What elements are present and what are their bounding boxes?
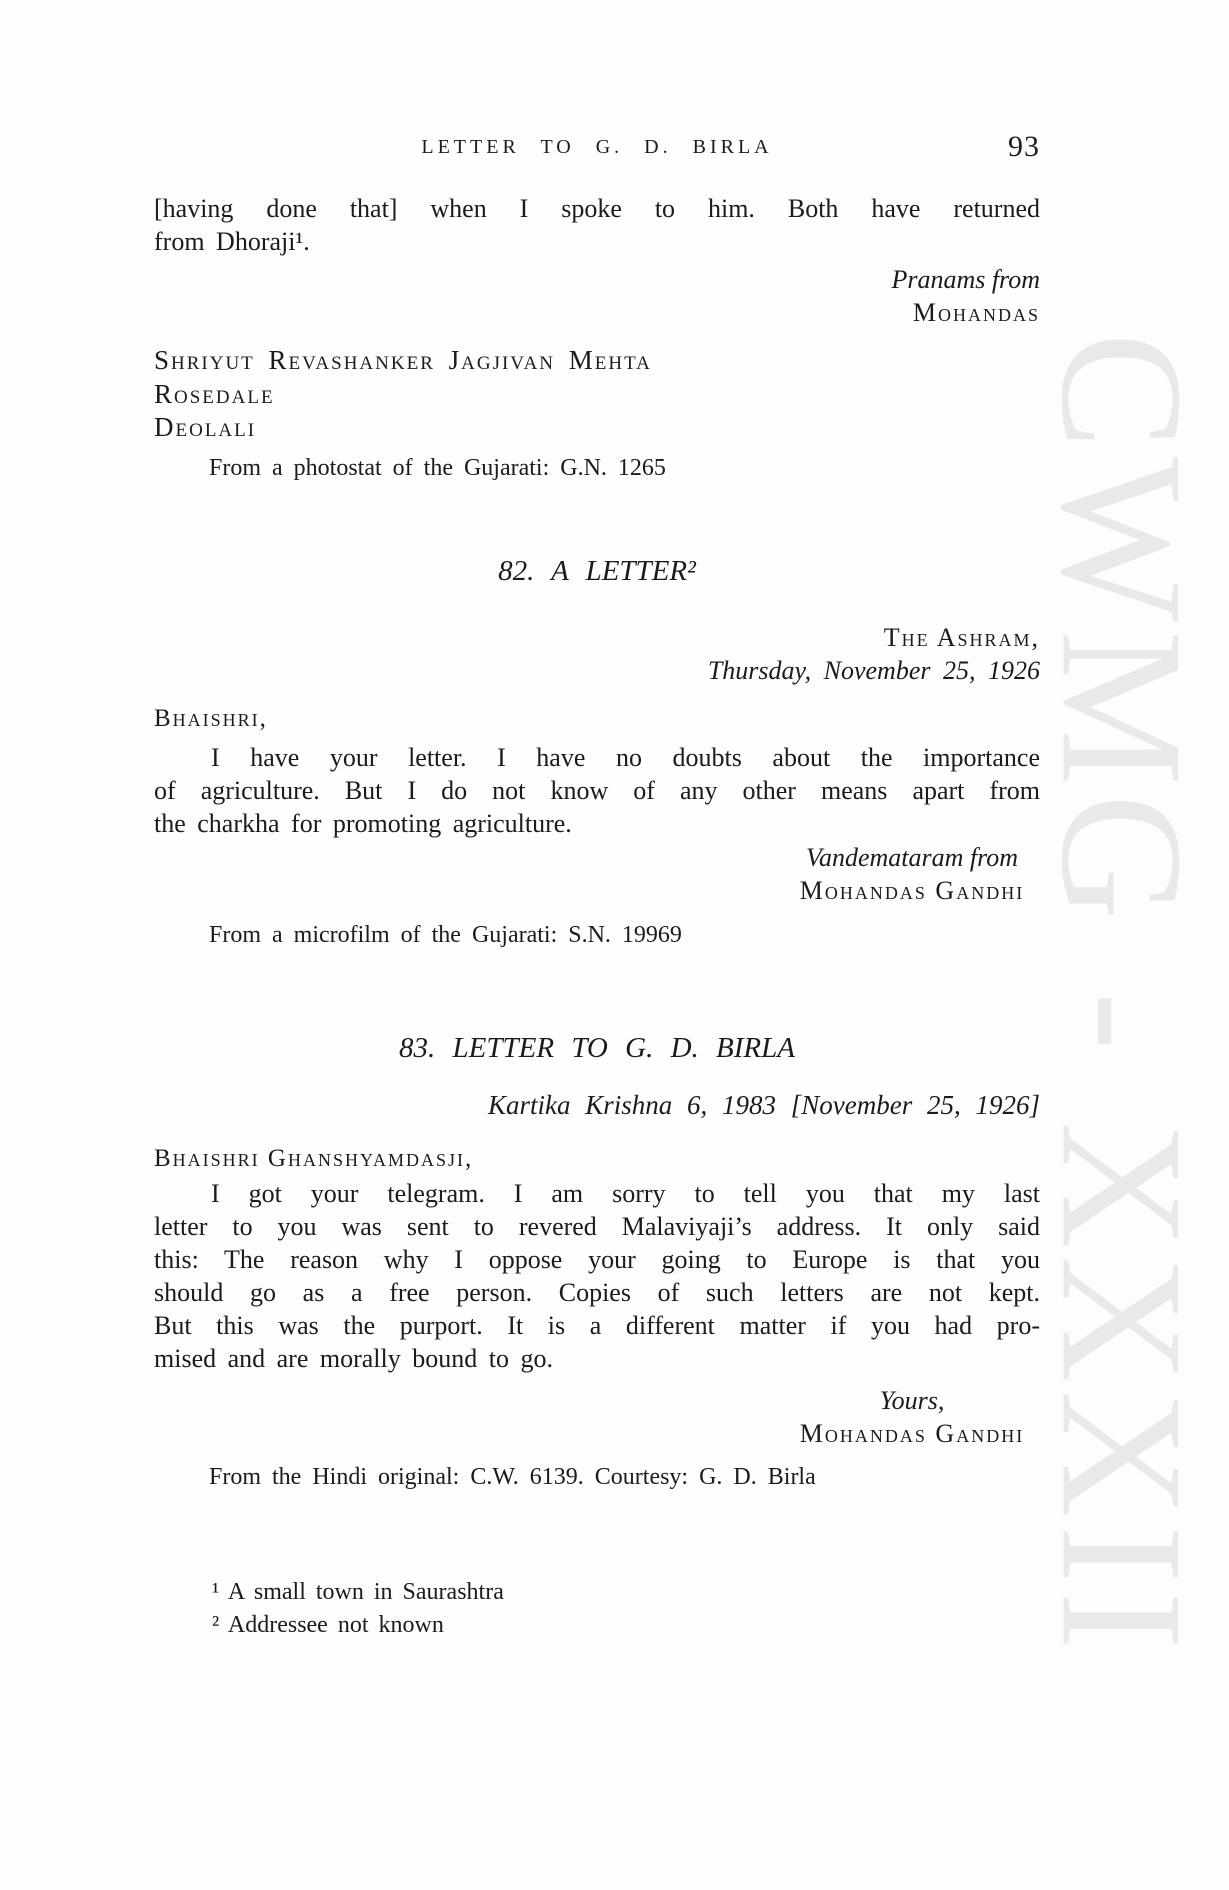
letter-82-body — [154, 741, 1040, 840]
paragraph-line: [having done that] when I spoke to him. Both have returned — [154, 194, 1040, 223]
intro-signoff — [154, 263, 1040, 329]
dateline-block-82 — [154, 621, 1040, 687]
paragraph-line: should go as a free person. Copies of such letters are not kept. — [154, 1278, 1040, 1307]
letter-82-signoff — [781, 841, 1043, 907]
salutation-83: Bhaishri Ghanshyamdasji, — [154, 1145, 474, 1172]
footnote: ² Addressee not known — [212, 1611, 444, 1638]
paragraph-line: letter to you was sent to revered Malaviyaji’s address. It only said — [154, 1212, 1040, 1241]
section-heading-82: 82. A LETTER² — [498, 555, 696, 587]
page-number: 93 — [1008, 130, 1040, 163]
volume-watermark: CWMG - XXXII — [1025, 332, 1220, 1658]
valediction-text: Vandemataram from — [805, 843, 1019, 872]
running-header-title: LETTER TO G. D. BIRLA — [421, 136, 773, 158]
paragraph-line: I got your telegram. I am sorry to tell you that my last — [211, 1179, 1040, 1208]
date-line: Thursday, November 25, 1926 — [707, 656, 1040, 685]
source-note: From a microfilm of the Gujarati: S.N. 19969 — [209, 922, 682, 948]
letter-83-signoff — [781, 1384, 1043, 1450]
addressee-line: Deolali — [154, 412, 257, 442]
valediction-text: Pranams from — [891, 265, 1040, 294]
signature-text: Mohandas Gandhi — [799, 876, 1025, 905]
running-header — [154, 130, 1040, 164]
paragraph-line: mised and are morally bound to go. — [154, 1344, 553, 1373]
paragraph-line: the charkha for promoting agriculture. — [154, 809, 572, 838]
paragraph-line: I have your letter. I have no doubts about the importance — [211, 743, 1040, 772]
signature-text: Mohandas — [912, 298, 1040, 327]
addressee-block — [154, 344, 1040, 445]
source-note: From a photostat of the Gujarati: G.N. 1265 — [209, 455, 666, 481]
footnote: ¹ A small town in Saurashtra — [212, 1579, 504, 1605]
dateline-83: Kartika Krishna 6, 1983 [November 25, 1926] — [487, 1090, 1040, 1120]
addressee-line: Rosedale — [154, 378, 275, 409]
place-line: The Ashram, — [883, 623, 1040, 652]
paragraph-line: of agriculture. But I do not know of any other means apart from — [154, 776, 1040, 805]
valediction-text: Yours, — [879, 1386, 945, 1415]
paragraph-line: from Dhoraji¹. — [154, 227, 310, 256]
section-heading-83: 83. LETTER TO G. D. BIRLA — [399, 1032, 795, 1064]
salutation-82: Bhaishri, — [154, 705, 268, 732]
paragraph-line: But this was the purport. It is a different matter if you had pro- — [154, 1311, 1040, 1340]
letter-83-body — [154, 1177, 1040, 1375]
source-note: From the Hindi original: C.W. 6139. Courtesy: G. D. Birla — [209, 1464, 816, 1490]
intro-paragraph — [154, 192, 1040, 258]
signature-text: Mohandas Gandhi — [799, 1419, 1025, 1448]
paragraph-line: this: The reason why I oppose your going to Europe is that you — [154, 1245, 1040, 1274]
footnotes-block — [212, 1576, 912, 1641]
addressee-line: Shriyut Revashanker Jagjivan Mehta — [154, 345, 652, 375]
